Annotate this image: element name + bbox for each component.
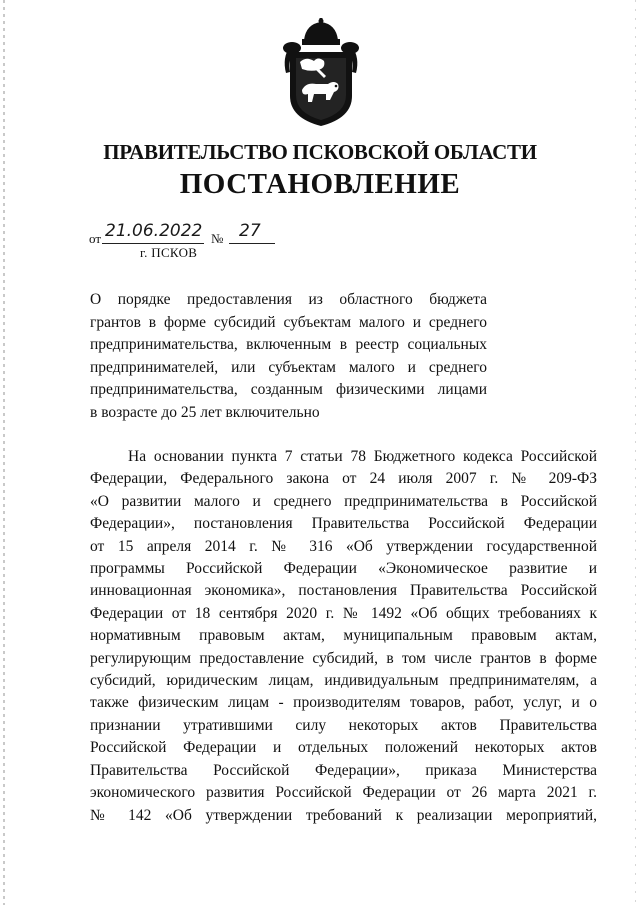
subject-line: предпринимательства, созданным физическими лицами: [90, 381, 487, 399]
body-line: Федерации», постановления Правительства Российской Федерации: [90, 515, 597, 533]
body-line: инновационная экономика», постановления Правительства Российской: [90, 582, 597, 600]
date-underline: [102, 243, 204, 244]
body-line: «О развитии малого и среднего предпринимательства в Российской: [90, 492, 597, 510]
body-line: экономического развития Российской Федерации от 26 марта 2021 г.: [90, 784, 597, 802]
body-line: На основании пункта 7 статьи 78 Бюджетного кодекса Российской: [128, 448, 597, 465]
body-line: Федерации от 18 сентября 2020 г. № 1492 «Об общих требованиях к: [90, 604, 597, 622]
date-prefix: от: [89, 231, 102, 246]
coat-of-arms-icon: [276, 18, 366, 130]
body-line: Федерации, Федерального закона от 24 июля 2007 г. № 209-ФЗ: [90, 470, 597, 488]
subject-line: предпринимателей, или субъектам малого и среднего: [90, 358, 487, 376]
document-type-title: ПОСТАНОВЛЕНИЕ: [179, 168, 461, 200]
number-prefix: №: [211, 231, 224, 246]
body-line: регулирующим предоставление субсидий, в том числе грантов в форме: [90, 649, 597, 667]
body-line: программы Российской Федерации «Экономическое развитие и: [90, 560, 597, 578]
subject-line: в возрасте до 25 лет включительно: [90, 403, 320, 421]
scan-edge-left: [3, 0, 5, 905]
body-line: от 15 апреля 2014 г. № 316 «Об утверждении государственной: [90, 537, 597, 555]
number-underline: [229, 243, 275, 244]
subject-line: предпринимательства, включенным в реестр социальных: [90, 336, 487, 354]
body-line: признании утратившими силу некоторых актов Правительства: [90, 716, 597, 734]
body-line: № 142 «Об утверждении требований к реализации мероприятий,: [90, 806, 597, 824]
organization-name: ПРАВИТЕЛЬСТВО ПСКОВСКОЙ ОБЛАСТИ: [103, 140, 537, 164]
body-line: также физическим лицам - производителям товаров, работ, услуг, и о: [90, 694, 597, 712]
body-line: нормативным правовым актам, муниципальным правовым актам,: [90, 627, 597, 645]
subject-line: О порядке предоставления из областного бюджета: [90, 291, 487, 308]
handwritten-date: 21.06.2022: [105, 221, 203, 241]
body-line: Российской Федерации и отдельных положений некоторых актов: [90, 739, 597, 757]
handwritten-number: 27: [239, 221, 261, 241]
city-label: г. ПСКОВ: [140, 245, 198, 260]
document-body: [90, 446, 597, 827]
document-subject: [90, 289, 487, 425]
scan-edge-right: [635, 0, 636, 905]
body-line: субсидий, юридическим лицам, индивидуальным предпринимателям, а: [90, 672, 597, 690]
subject-line: грантов в форме субсидий субъектам малого и среднего: [90, 313, 487, 331]
body-line: Правительства Российской Федерации», приказа Министерства: [90, 761, 597, 779]
